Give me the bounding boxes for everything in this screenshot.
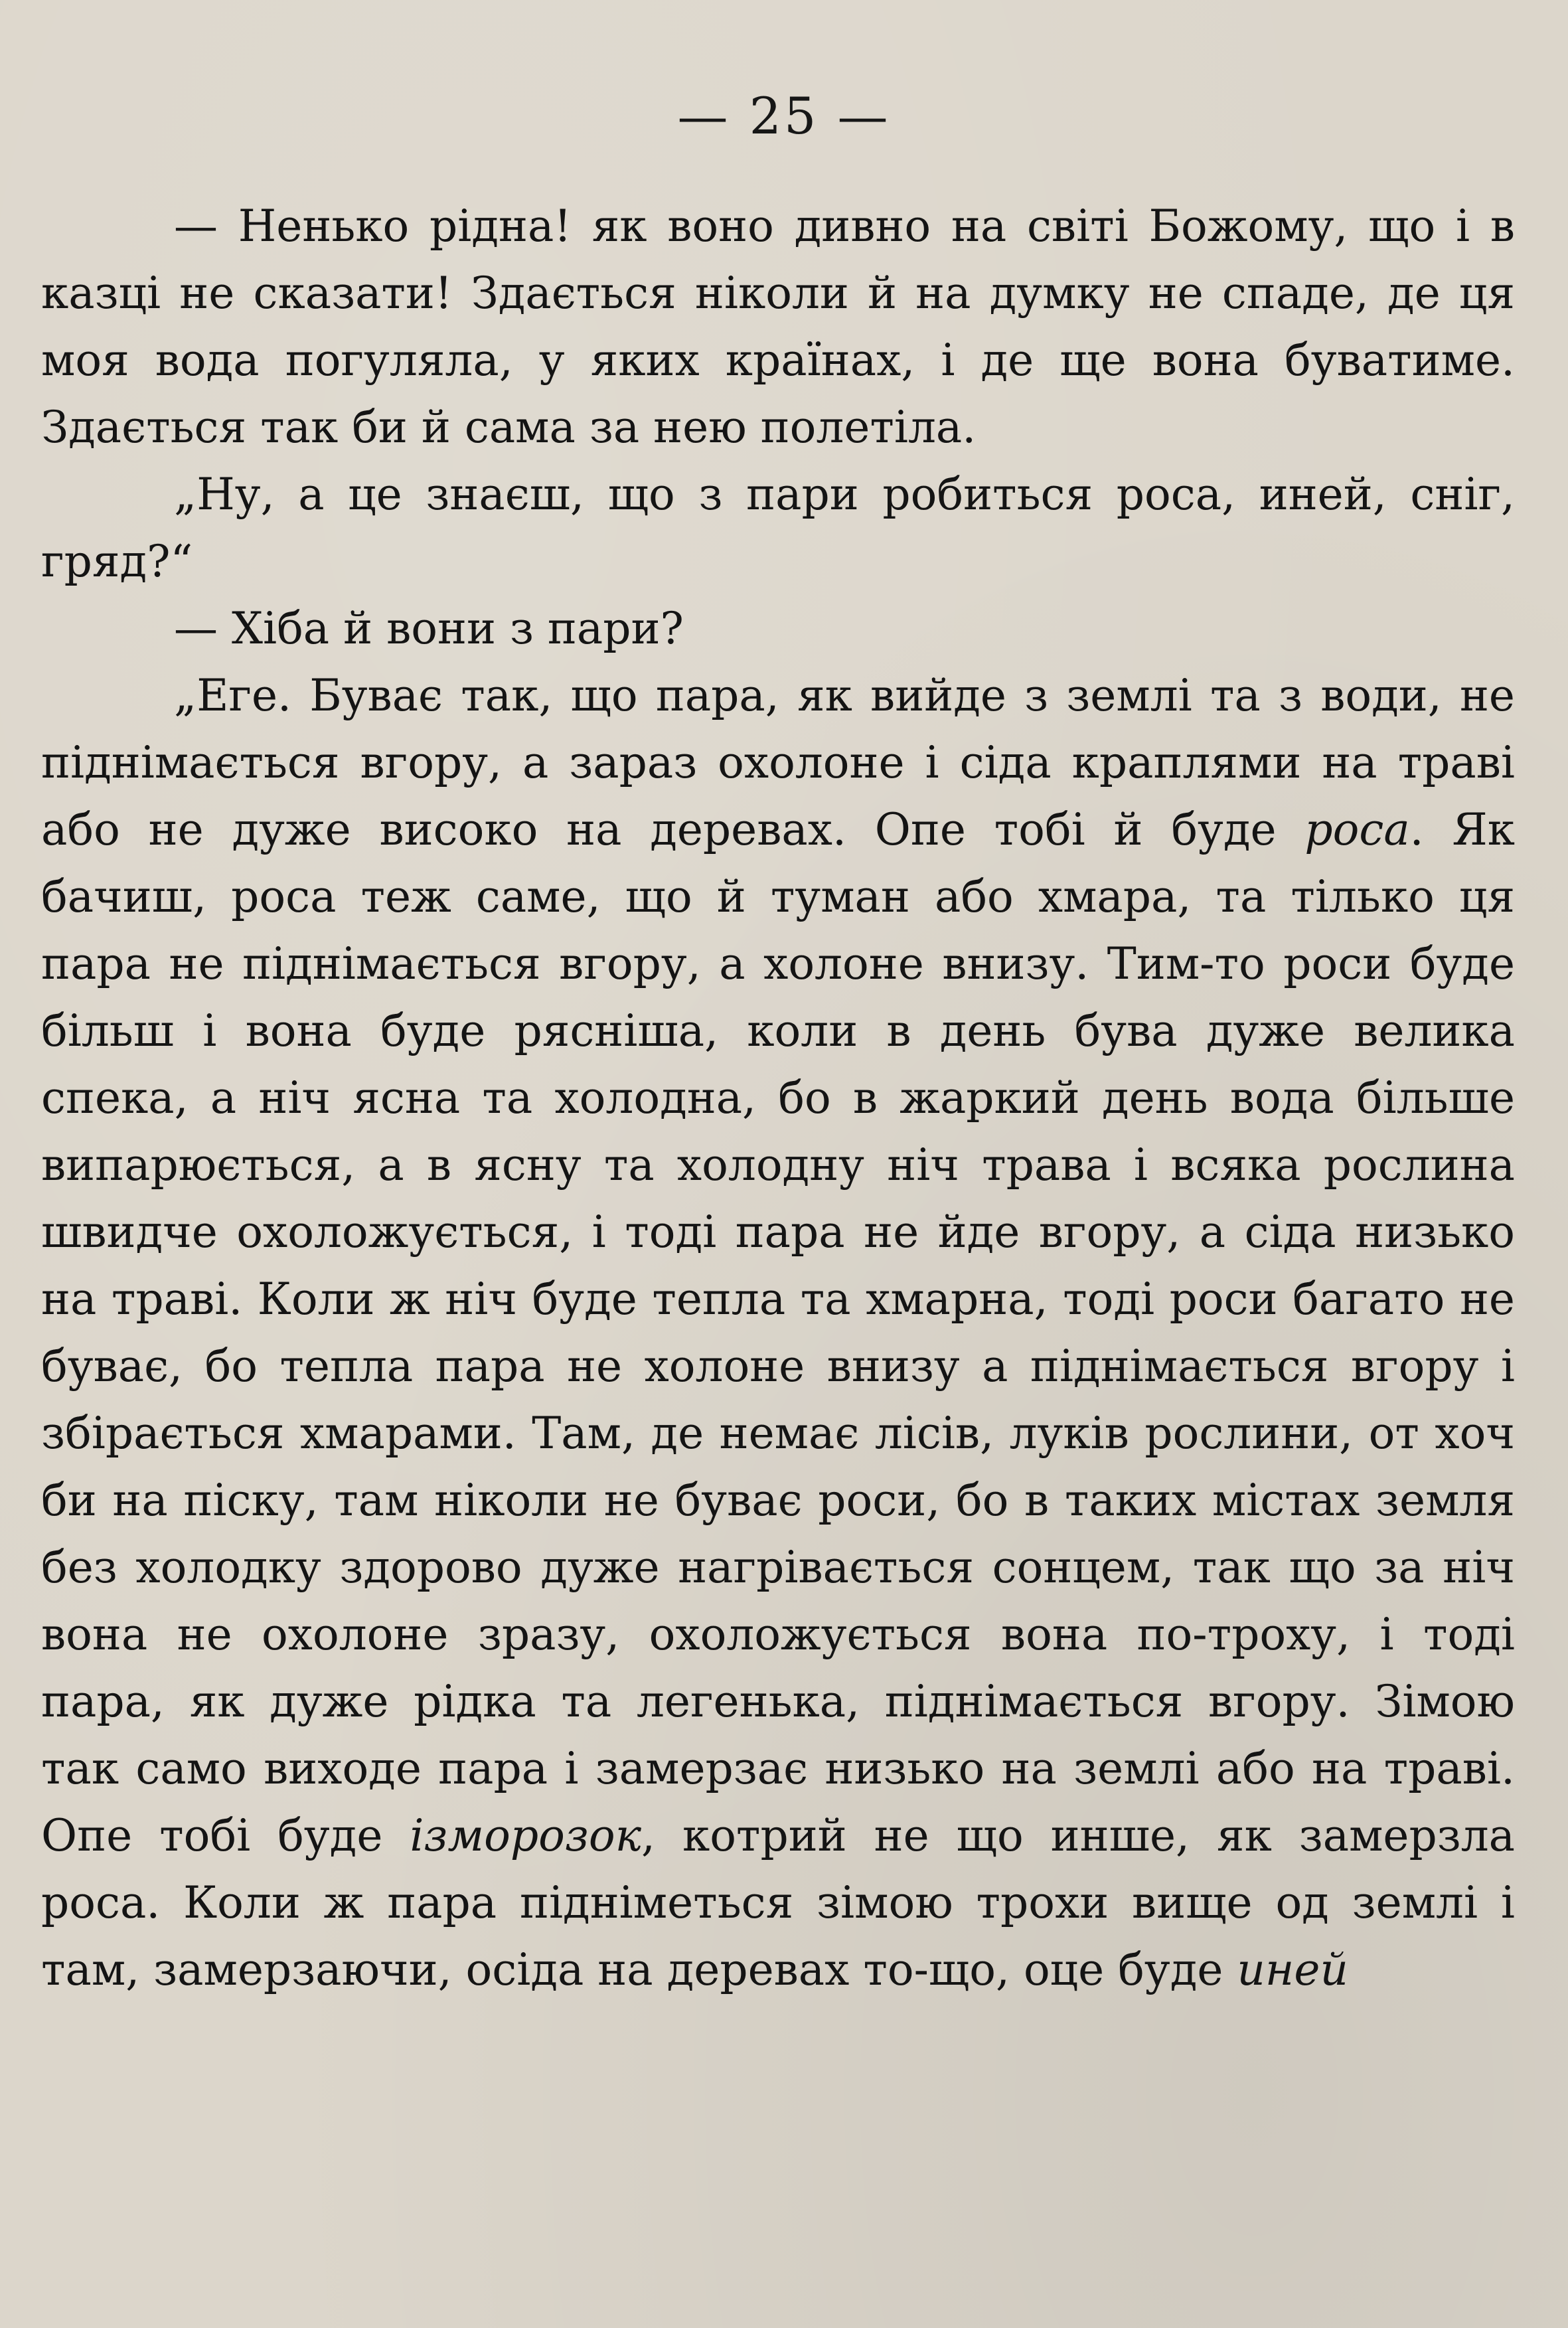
paragraph-text: — Хіба й вони з пари?: [174, 603, 684, 654]
paragraph-text: , котрий не що инше, як замерзла роса. Коли ж пара підніметься зімою трохи вище од землі і там, замерзаючи, осіда на деревах то-що, оце буде: [41, 1810, 1516, 1995]
page-number: — 25 —: [677, 86, 891, 145]
paragraph-dialogue-1: [41, 193, 1515, 461]
term-iney: иней: [1237, 1944, 1348, 1995]
paragraph-text: . Як бачиш, роса теж саме, що й туман або хмара, та тілько ця пара не піднімається вгору, а холоне внизу. Тим-то роси буде більш і вона буде рясніша, коли в день бува дуже велика спека, а ніч ясна та холодна, бо в жаркий день вода більше випарюється, а в ясну та холодну ніч трава і всяка рослина швидче охоложується, і тоді пара не йде вгору, а сіда низько на траві. Коли ж ніч буде тепла та хмарна, тоді роси багато не буває, бо тепла пара не холоне внизу а піднімається вгору і збірається хмарами. Там, де немає лісів, луків рослини, от хоч би на піску, там ніколи не буває роси, бо в таких містах земля без холодку здорово дуже нагрівається сонцем, так що за ніч вона не охолоне зразу, охоложується вона по-троху, і тоді пара, як дуже рідка та легенька, піднімається вгору. Зімою так само виходе пара і замерзає низько на землі або на траві. Опе тобі буде: [41, 804, 1515, 1861]
paragraph-text: „Ну, а це знаєш, що з пари робиться роса, иней, сніг, гряд?“: [41, 469, 1515, 587]
paragraph-text: „Еге. Буває так, що пара, як вийде з землі та з води, не піднімається вгору, а зараз охолоне і сіда краплями на траві або не дуже високо на деревах. Опе тобі й буде: [41, 670, 1515, 855]
term-rosa: роса: [1304, 804, 1410, 855]
paragraph-dialogue-2: [41, 461, 1515, 595]
body-text: [41, 193, 1515, 2003]
paragraph-text: — Ненько рідна! як воно дивно на світі Божому, що і в казці не сказати! Здається ніколи й на думку не спаде, де ця моя вода погуляла, у яких країнах, і де ще вона буватиме. Здається так би й сама за нею полетіла.: [41, 201, 1515, 453]
paragraph-explanation: [41, 662, 1515, 2003]
paragraph-dialogue-3: [41, 595, 1515, 662]
term-izmorozok: ізморозок: [410, 1810, 642, 1861]
